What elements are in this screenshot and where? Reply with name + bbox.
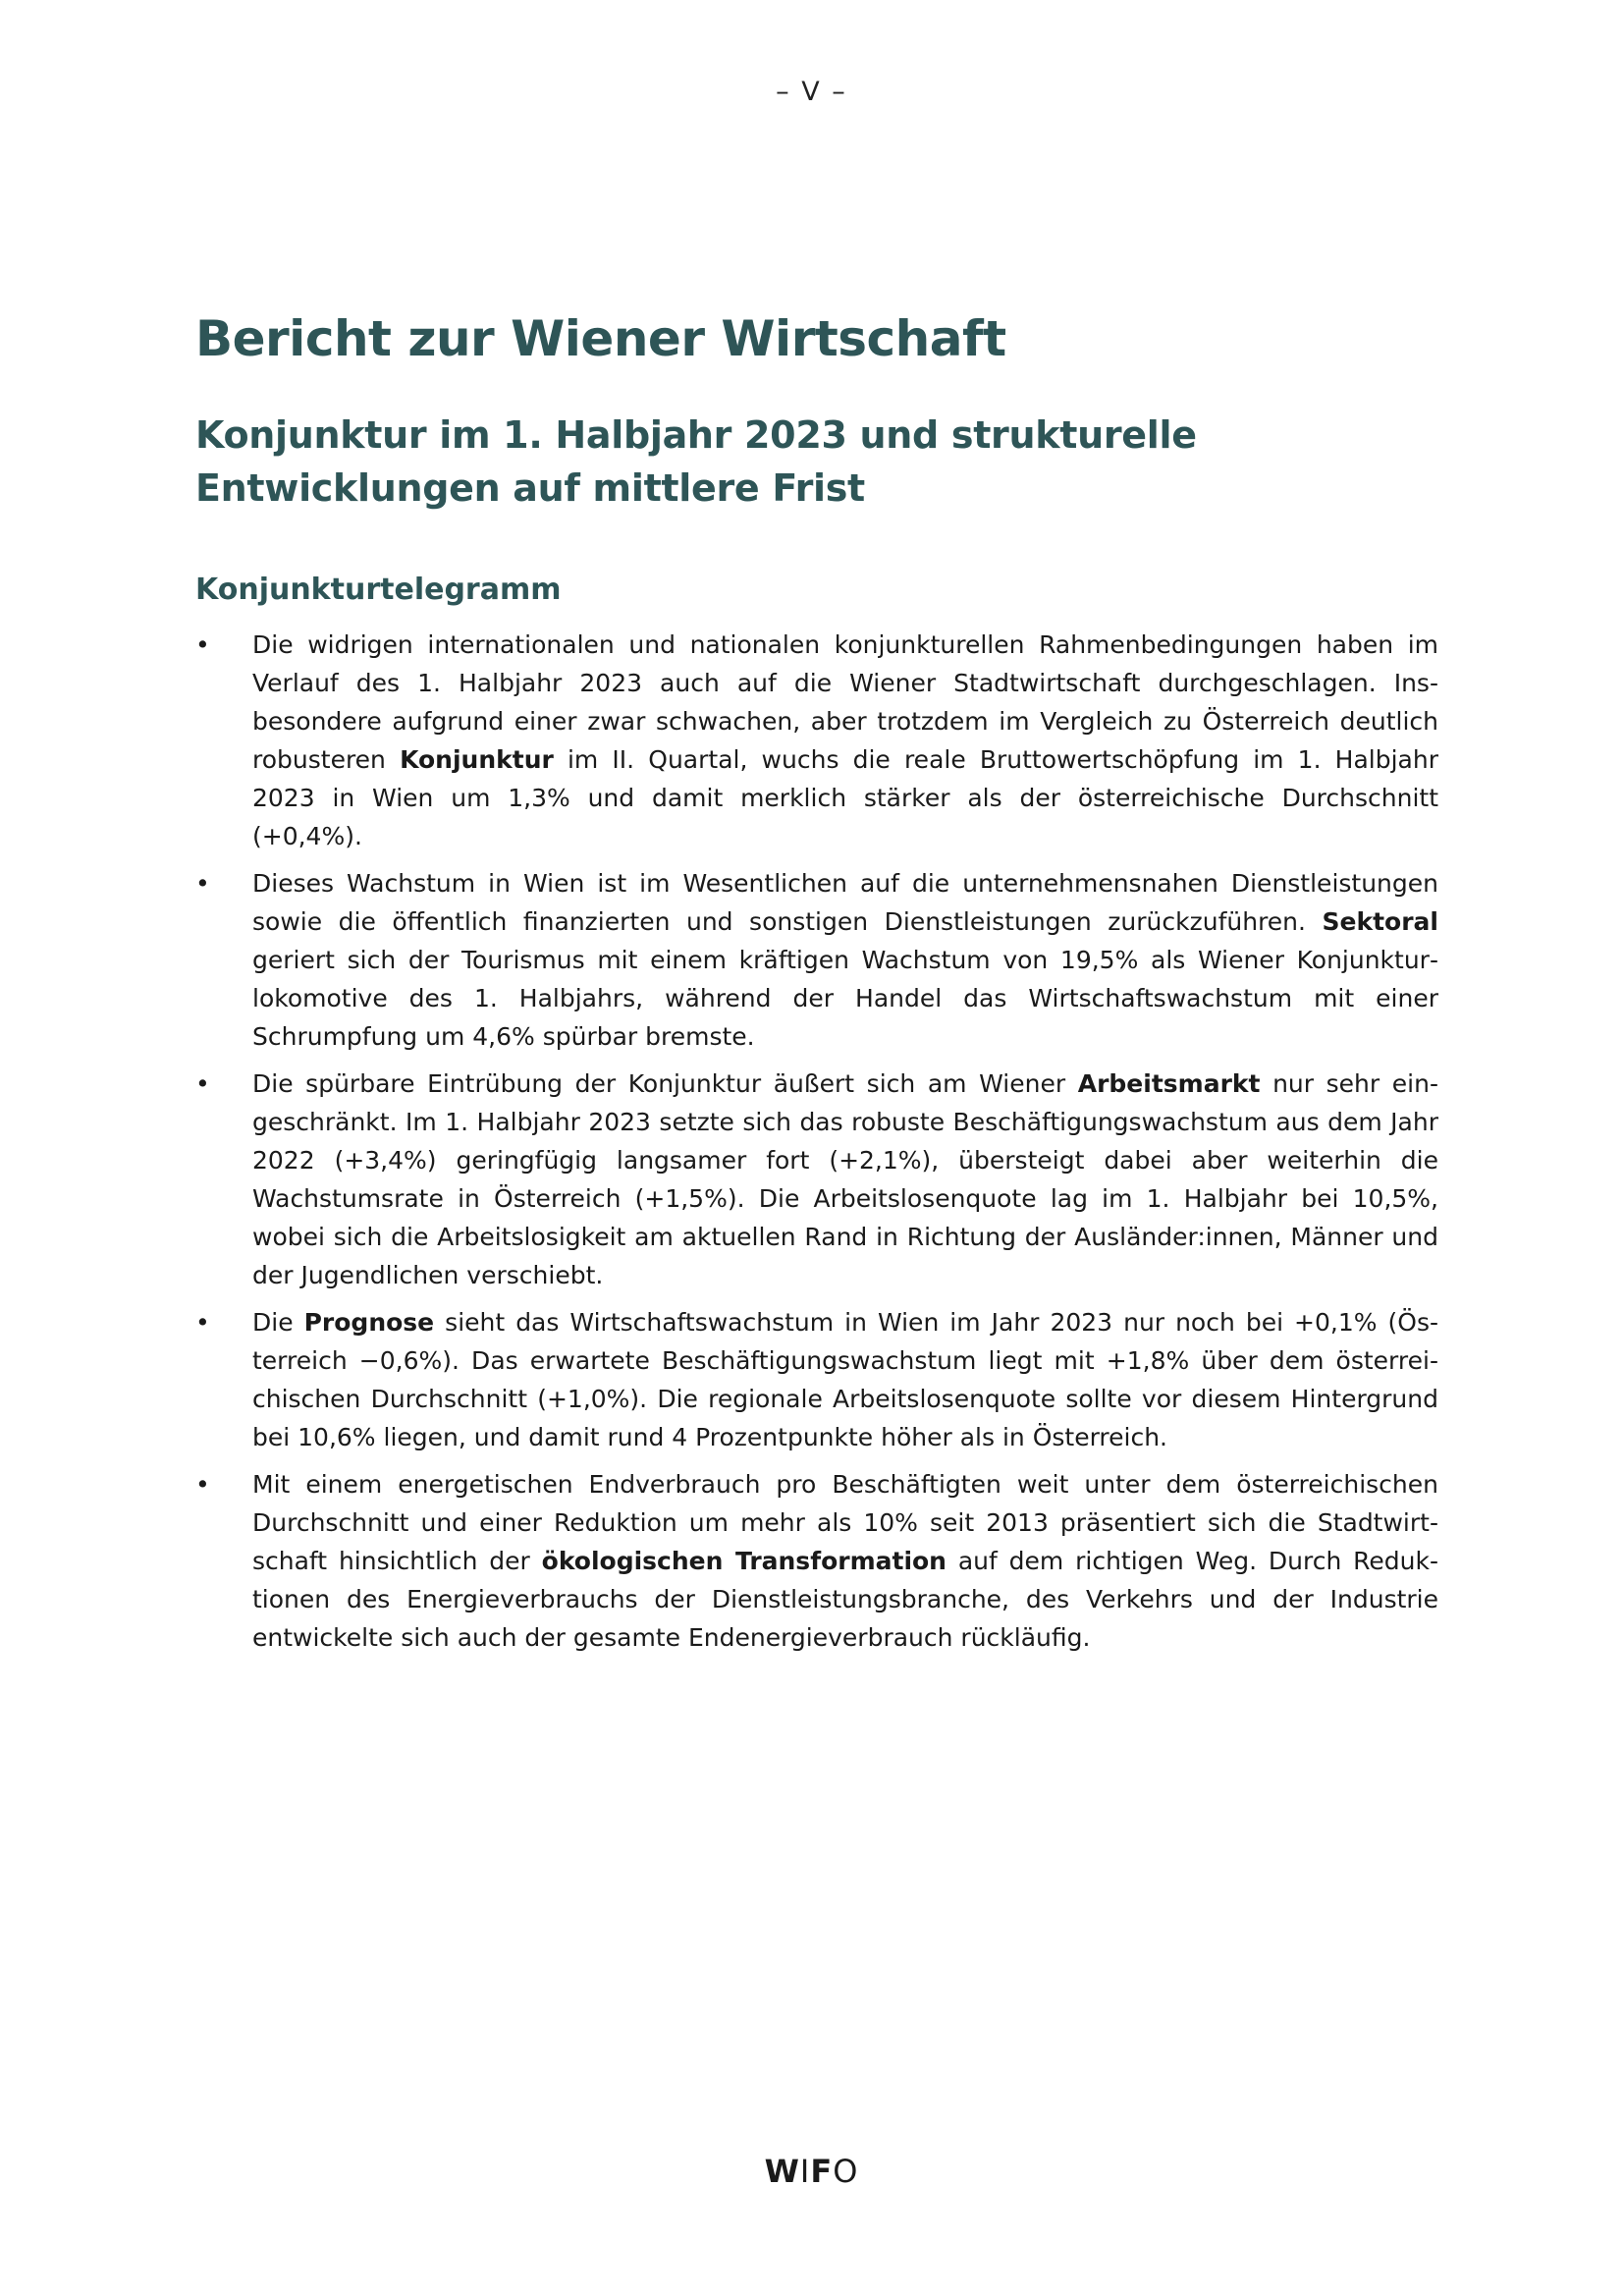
bullet-item bbox=[195, 1303, 1438, 1456]
bullet-text-part: geriert sich der Tourismus mit einem kräftigen Wachstum von 19,5% als Wiener Konjunkturlokomotive des 1. Halbjahrs, während der Handel das Wirtschaftswachstum mit einer Schrumpfung um 4,6% spürbar bremste. bbox=[252, 945, 1438, 1051]
bullet-keyword: ökologischen Transformation bbox=[541, 1546, 947, 1575]
bullet-text-part: Die spürbare Eintrübung der Konjunktur äußert sich am Wiener bbox=[252, 1068, 1078, 1098]
bullet-text-part: Die widrigen internationalen und nationalen konjunkturellen Rahmenbedingungen haben im Verlauf des 1. Halbjahr 2023 auch auf die Wiener Stadtwirtschaft durchgeschlagen. Insbesondere aufgrund einer zwar schwachen, aber trotzdem im Vergleich zu Österreich deutlich robusteren bbox=[252, 629, 1438, 774]
bullet-icon: • bbox=[195, 868, 210, 898]
bullet-item bbox=[195, 1065, 1438, 1294]
wifo-logo bbox=[0, 2153, 1623, 2190]
bullet-text-part: Die bbox=[252, 1307, 304, 1337]
bullet-item bbox=[195, 626, 1438, 855]
bullet-text-part: Dieses Wachstum in Wien ist im Wesentlichen auf die unternehmensnahen Dienstleistungen sowie die öffentlich finanzierten und sonstigen Dienstleistungen zurückzuführen. bbox=[252, 868, 1438, 936]
main-content bbox=[195, 312, 1438, 1666]
bullet-keyword: Arbeitsmarkt bbox=[1077, 1068, 1261, 1098]
bullet-icon: • bbox=[195, 1469, 210, 1499]
section-heading: Konjunkturtelegramm bbox=[195, 572, 562, 607]
bullet-keyword: Prognose bbox=[303, 1307, 435, 1337]
subtitle-line-1: Konjunktur im 1. Halbjahr 2023 und strukturelle bbox=[195, 413, 1197, 457]
logo-separator: I bbox=[799, 2153, 811, 2190]
logo-letter-w: W bbox=[764, 2153, 800, 2190]
bullet-icon: • bbox=[195, 1068, 210, 1098]
page-title: Bericht zur Wiener Wirtschaft bbox=[195, 310, 1006, 367]
bullet-text-part: sieht das Wirtschaftswachstum in Wien im Jahr 2023 nur noch bei +0,1% (Österreich −0,6%). Das erwartete Beschäftigungswachstum liegt mit +1,8% über dem österreichischen Durchschnitt (+1,0%). Die regionale Arbeitslosenquote sollte vor diesem Hintergrund bei 10,6% liegen, und damit rund 4 Prozentpunkte höher als in Österreich. bbox=[252, 1307, 1439, 1451]
bullet-list bbox=[195, 626, 1438, 1657]
bullet-text-part: Mit einem energetischen Endverbrauch pro Beschäftigten weit unter dem österreichischen Durchschnitt und einer Reduktion um mehr als 10% seit 2013 präsentiert sich die Stadtwirtschaft hinsichtlich der bbox=[252, 1469, 1438, 1575]
bullet-item bbox=[195, 1465, 1438, 1657]
bullet-item bbox=[195, 864, 1438, 1056]
page-subtitle bbox=[195, 410, 1438, 516]
bullet-keyword: Konjunktur bbox=[400, 744, 554, 774]
bullet-icon: • bbox=[195, 629, 210, 659]
logo-letter-o: O bbox=[833, 2153, 859, 2190]
bullet-text-part: auf dem richtigen Weg. Durch Reduktionen des Energieverbrauchs der Dienstleistungsbranche, des Verkehrs und der Industrie entwickelte sich auch der gesamte Endenergieverbrauch rückläufig. bbox=[252, 1546, 1439, 1652]
page-number: – V – bbox=[776, 77, 847, 107]
bullet-keyword: Sektoral bbox=[1322, 906, 1438, 936]
bullet-icon: • bbox=[195, 1307, 210, 1337]
bullet-text-part: nur sehr eingeschränkt. Im 1. Halbjahr 2023 setzte sich das robuste Beschäftigungswachstum aus dem Jahr 2022 (+3,4%) geringfügig langsamer fort (+2,1%), übersteigt dabei aber weiterhin die Wachstumsrate in Österreich (+1,5%). Die Arbeitslosenquote lag im 1. Halbjahr bei 10,5%, wobei sich die Arbeitslosigkeit am aktuellen Rand in Richtung der Ausländer:innen, Männer und der Jugendlichen verschiebt. bbox=[252, 1068, 1438, 1289]
bullet-text-part: im II. Quartal, wuchs die reale Bruttowertschöpfung im 1. Halbjahr 2023 in Wien um 1,3% und damit merklich stärker als der österreichische Durchschnitt (+0,4%). bbox=[252, 744, 1438, 850]
logo-letter-f: F bbox=[810, 2153, 834, 2190]
subtitle-line-2: Entwicklungen auf mittlere Frist bbox=[195, 465, 865, 510]
